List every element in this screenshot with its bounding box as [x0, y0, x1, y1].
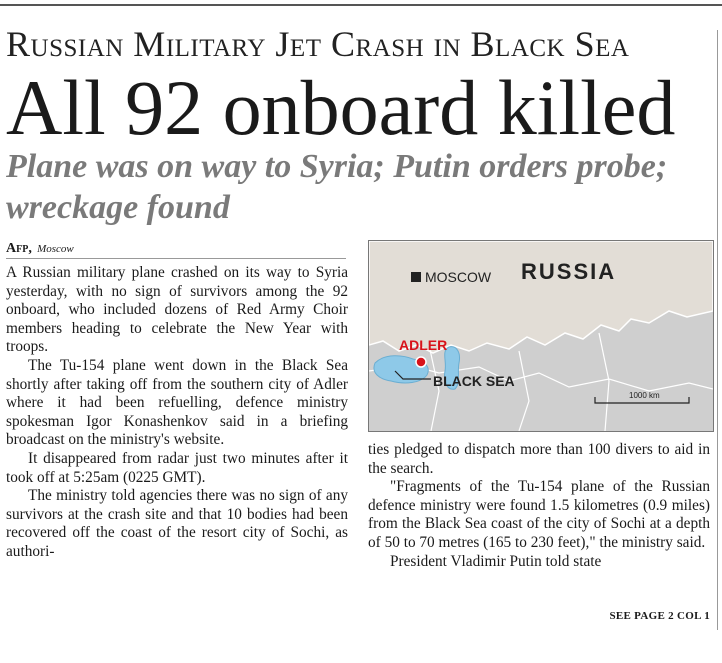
article-paragraph: The ministry told agencies there was no sign of any survivors at the crash site and that 10 bodies had been recovered off the coast of the resort city of Sochi, as authori-: [6, 487, 348, 560]
article-paragraph: It disappeared from radar just two minutes after it took off at 5:25am (0225 GMT).: [6, 449, 348, 486]
map-scale-label: 1000 km: [629, 391, 660, 400]
kicker-headline: Russian Military Jet Crash in Black Sea: [6, 24, 630, 64]
article-paragraph: A Russian military plane crashed on its way to Syria yesterday, with no sign of survivors among the 92 onboard, who included dozens of Red Army Choir members heading to celebrate the New Year with troops.: [6, 264, 348, 356]
article-column-1: [6, 264, 348, 562]
continuation-jump: SEE PAGE 2 COL 1: [609, 610, 710, 622]
article-paragraph: The Tu-154 plane went down in the Black Sea shortly after taking off from the southern city of Adler where it had been refuelling, defence ministry spokesman Igor Konashenkov said in a briefing broadcast on the ministry's website.: [6, 356, 348, 449]
sub-headline: Plane was on way to Syria; Putin orders probe; wreckage found: [6, 148, 668, 226]
adler-marker: [416, 357, 426, 367]
article-paragraph: President Vladimir Putin told state: [390, 552, 602, 570]
column-rule: [717, 30, 718, 630]
byline-agency: Afp,: [6, 241, 32, 256]
map-label-moscow: MOSCOW: [425, 269, 492, 285]
map-label-adler: ADLER: [399, 337, 448, 353]
map-label-black-sea: BLACK SEA: [433, 373, 515, 389]
top-rule: [0, 4, 722, 6]
main-headline: All 92 onboard killed: [6, 64, 676, 151]
locator-map: [368, 240, 714, 432]
byline-place: Moscow: [37, 243, 74, 255]
byline: [6, 240, 346, 259]
article-paragraph: ties pledged to dispatch more than 100 divers to aid in the search.: [368, 441, 710, 477]
map-label-russia: RUSSIA: [521, 259, 617, 284]
article-paragraph: "Fragments of the Tu-154 plane of the Russian defence ministry were found 1.5 kilometres (0.9 miles) from the Black Sea coast of the city of Sochi at a depth of 50 to 70 metres (165 to 230 feet)," the ministry said.: [368, 478, 710, 551]
article-column-2: [368, 441, 710, 571]
moscow-marker: [411, 272, 421, 282]
